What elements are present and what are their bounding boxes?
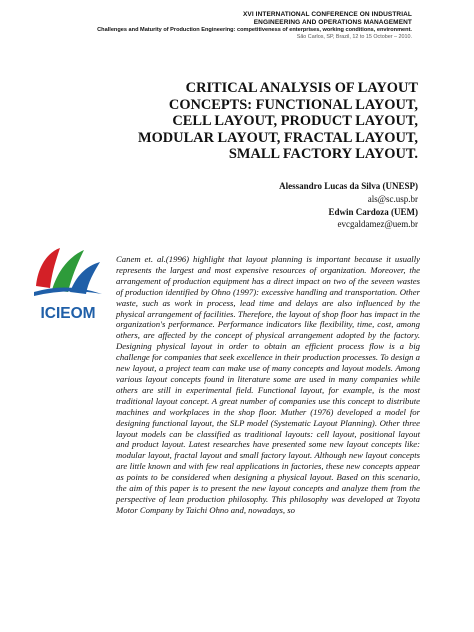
author-block bbox=[279, 180, 418, 231]
title-line: MODULAR LAYOUT, FRACTAL LAYOUT, bbox=[138, 129, 418, 146]
conference-name-line1: XVI INTERNATIONAL CONFERENCE ON INDUSTRIAL bbox=[243, 11, 412, 18]
author-email: evcgaldamez@uem.br bbox=[337, 219, 418, 230]
logo-text: ICIEOM bbox=[40, 305, 96, 322]
title-line: CRITICAL ANALYSIS OF LAYOUT bbox=[185, 80, 418, 96]
title-line: CONCEPTS: FUNCTIONAL LAYOUT, bbox=[168, 96, 418, 113]
conference-location-date: São Carlos, SP, Brazil, 12 to 15 October – 2010. bbox=[296, 34, 412, 40]
author-email: als@sc.usp.br bbox=[367, 193, 418, 204]
icieom-logo-mark bbox=[30, 236, 106, 326]
author-name: Alessandro Lucas da Silva (UNESP) bbox=[279, 181, 418, 191]
conference-theme: Challenges and Maturity of Production Engineering: competitiveness of enterprises, working conditions, environment. bbox=[97, 27, 412, 33]
title-line: CELL LAYOUT, PRODUCT LAYOUT, bbox=[172, 113, 418, 130]
conference-name-line2: ENGINEERING AND OPERATIONS MANAGEMENT bbox=[253, 19, 412, 26]
title-line: SMALL FACTORY LAYOUT. bbox=[228, 146, 418, 163]
abstract-paragraph: Canem et. al.(1996) highlight that layout planning is important because it usually represents the largest and most expensive resources of organization. Moreover, the arrangement of production equipment has a direct impact on two of the seveen wastes of production identified by Ohno (1997): excessive handling and transportation. Other waste, such as work in process, lead time and delays are also influenced by the physical arrangement of facilities. Therefore, the layout of shop floor has impact in the organization's performance. Performance indicators like flexibility, time, cost, among others, are affected by the concept of physical arrangement adopted by the factory. Designing physical layout in order to obtain an efficient process flow is a big challenge for companies that seek excellence in their production processes. To design a new layout, a project team can make use of many concepts and layout models. Among various layout concepts found in literature some are used in many companies while others are still in experimental field. Functional layout, for example, is the most traditional layout concept. A great number of companies use this concept to distribute machines and workplaces in the shop floor. Muther (1976) developed a model for designing functional layout, the SLP model (Systematic Layout Planning). Other three layout models can be classified as traditional layouts: cell layout, positional layout and product layout. Latest researches have presented some new layout concepts like: modular layout, fractal layout and small factory layout. Although new layout concepts are little known and with few real applications in factories, these new concepts appear as points to be considered when designing a physical layout. Based on this scenario, the aim of this paper is to present the new layout concepts and analyze them from the perspective of lean production philosophy. This philosophy was developed at Toyota Motor Company by Taichi Ohno and, nowadays, so bbox=[116, 254, 420, 515]
author-name: Edwin Cardoza (UEM) bbox=[328, 206, 418, 217]
paper-title bbox=[78, 80, 418, 163]
icieom-logo bbox=[30, 236, 106, 326]
conference-header bbox=[97, 11, 412, 41]
